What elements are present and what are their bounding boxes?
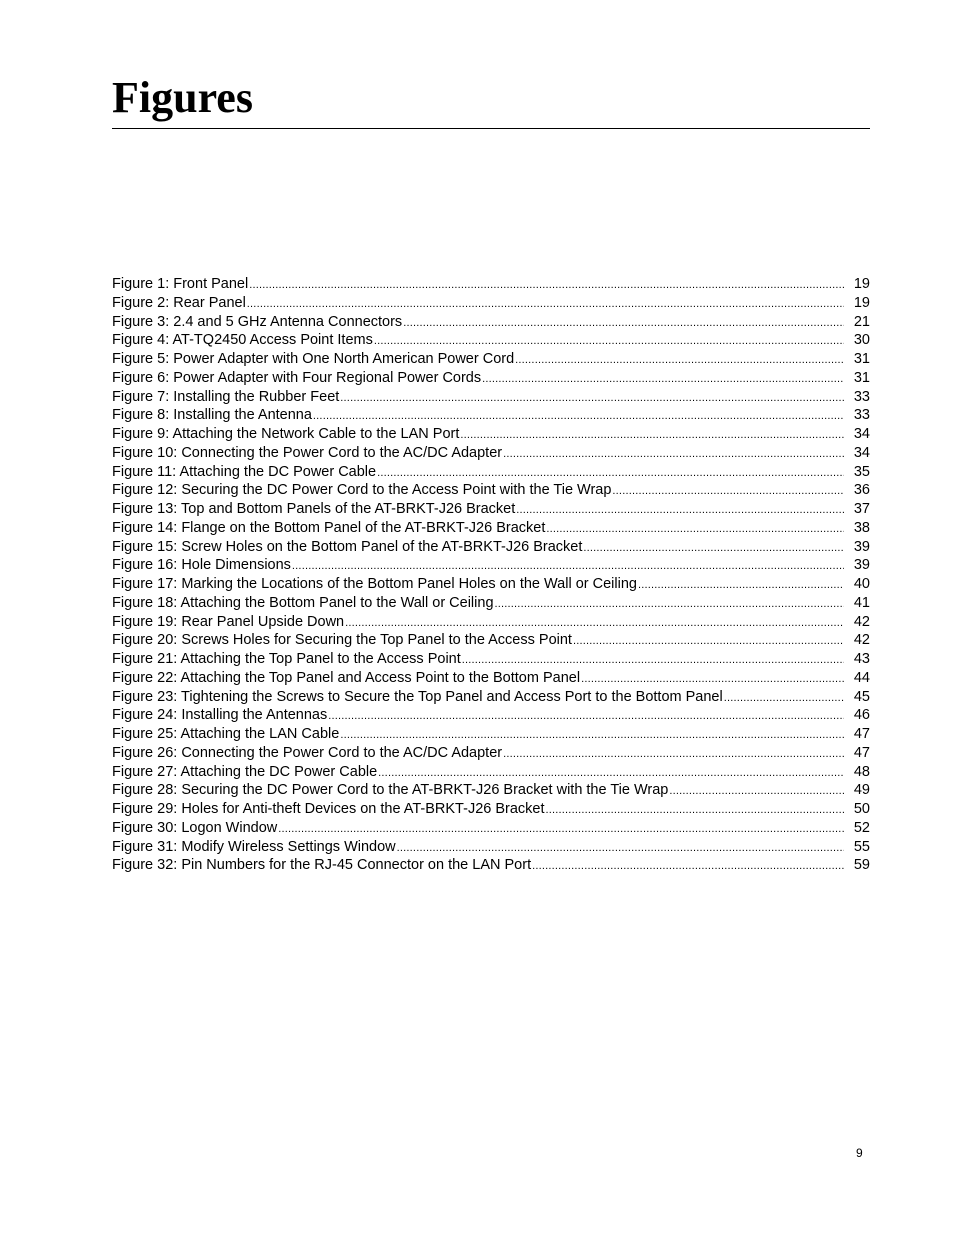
dot-leader — [378, 764, 844, 783]
toc-entry[interactable] — [112, 575, 870, 594]
toc-entry-page[interactable]: 21 — [853, 313, 870, 330]
toc-entry[interactable] — [112, 650, 870, 669]
toc-entry-title[interactable]: Figure 32: Pin Numbers for the RJ-45 Connector on the LAN Port — [112, 857, 532, 874]
toc-entry[interactable] — [112, 406, 870, 425]
toc-entry[interactable] — [112, 519, 870, 538]
dot-leader — [247, 295, 844, 314]
toc-entry[interactable] — [112, 369, 870, 388]
toc-entry[interactable] — [112, 706, 870, 725]
list-of-figures — [112, 275, 870, 875]
toc-entry[interactable] — [112, 819, 870, 838]
toc-entry-title[interactable]: Figure 22: Attaching the Top Panel and Access Point to the Bottom Panel — [112, 669, 581, 686]
toc-entry-title[interactable]: Figure 23: Tightening the Screws to Secure the Top Panel and Access Port to the Bottom Panel — [112, 688, 723, 705]
dot-leader — [249, 276, 844, 295]
toc-entry[interactable] — [112, 388, 870, 407]
toc-entry-title[interactable]: Figure 6: Power Adapter with Four Regional Power Cords — [112, 369, 482, 386]
toc-entry-title[interactable]: Figure 31: Modify Wireless Settings Window — [112, 838, 396, 855]
dot-leader — [328, 707, 844, 726]
toc-entry-page[interactable]: 55 — [853, 838, 870, 855]
toc-entry-title[interactable]: Figure 29: Holes for Anti-theft Devices on the AT-BRKT-J26 Bracket — [112, 801, 545, 817]
toc-entry[interactable] — [112, 538, 870, 557]
toc-entry-page[interactable]: 39 — [853, 538, 870, 555]
toc-entry-page[interactable]: 35 — [853, 463, 870, 480]
toc-entry-title[interactable]: Figure 14: Flange on the Bottom Panel of the AT-BRKT-J26 Bracket — [112, 519, 546, 536]
title-divider — [112, 128, 870, 129]
toc-entry-title[interactable]: Figure 8: Installing the Antenna — [112, 407, 312, 424]
toc-entry[interactable] — [112, 463, 870, 482]
toc-entry[interactable] — [112, 444, 870, 463]
toc-entry-page[interactable]: 36 — [853, 482, 870, 499]
toc-entry-page[interactable]: 52 — [853, 819, 870, 836]
dot-leader — [583, 539, 844, 558]
toc-entry-page[interactable]: 33 — [853, 407, 870, 424]
toc-entry-title[interactable]: Figure 17: Marking the Locations of the Bottom Panel Holes on the Wall or Ceiling — [112, 576, 637, 592]
toc-entry-page[interactable]: 47 — [853, 744, 870, 761]
dot-leader — [546, 520, 844, 539]
toc-entry-title[interactable]: Figure 25: Attaching the LAN Cable — [112, 726, 340, 742]
dot-leader — [515, 351, 844, 370]
toc-entry[interactable] — [112, 594, 870, 613]
toc-entry-page[interactable]: 41 — [853, 594, 870, 611]
toc-entry-page[interactable]: 34 — [853, 426, 870, 442]
toc-entry-title[interactable]: Figure 11: Attaching the DC Power Cable — [112, 463, 377, 480]
toc-entry[interactable] — [112, 613, 870, 632]
dot-leader — [345, 614, 844, 633]
toc-entry-title[interactable]: Figure 24: Installing the Antennas — [112, 707, 328, 724]
toc-entry-page[interactable]: 49 — [853, 782, 870, 799]
toc-entry[interactable] — [112, 744, 870, 763]
dot-leader — [724, 689, 844, 708]
toc-entry[interactable] — [112, 275, 870, 294]
dot-leader — [460, 426, 844, 445]
toc-entry[interactable] — [112, 856, 870, 875]
dot-leader — [546, 801, 844, 820]
toc-entry-title[interactable]: Figure 18: Attaching the Bottom Panel to the Wall or Ceiling — [112, 594, 494, 611]
dot-leader — [503, 445, 844, 464]
toc-entry-title[interactable]: Figure 3: 2.4 and 5 GHz Antenna Connectors — [112, 313, 403, 330]
toc-entry-title[interactable]: Figure 19: Rear Panel Upside Down — [112, 613, 345, 630]
toc-entry-title[interactable]: Figure 9: Attaching the Network Cable to the LAN Port — [112, 426, 460, 442]
dot-leader — [292, 557, 844, 576]
dot-leader — [340, 726, 844, 745]
dot-leader — [397, 839, 844, 858]
dot-leader — [532, 857, 844, 876]
toc-entry[interactable] — [112, 631, 870, 650]
toc-entry[interactable] — [112, 800, 870, 819]
dot-leader — [278, 820, 844, 839]
toc-entry-page[interactable]: 19 — [853, 276, 870, 292]
toc-entry[interactable] — [112, 763, 870, 782]
page-title: Figures — [112, 73, 253, 122]
toc-entry-title[interactable]: Figure 5: Power Adapter with One North American Power Cord — [112, 351, 515, 367]
toc-entry[interactable] — [112, 294, 870, 313]
dot-leader — [462, 651, 844, 670]
toc-entry-title[interactable]: Figure 12: Securing the DC Power Cord to the Access Point with the Tie Wrap — [112, 482, 612, 499]
toc-entry-title[interactable]: Figure 15: Screw Holes on the Bottom Panel of the AT-BRKT-J26 Bracket — [112, 538, 583, 555]
dot-leader — [638, 576, 844, 595]
toc-entry[interactable] — [112, 556, 870, 575]
toc-entry-title[interactable]: Figure 13: Top and Bottom Panels of the AT-BRKT-J26 Bracket — [112, 501, 516, 517]
toc-entry[interactable] — [112, 331, 870, 350]
toc-entry-page[interactable]: 37 — [853, 501, 870, 517]
toc-entry-page[interactable]: 31 — [853, 369, 870, 386]
toc-entry-page[interactable]: 31 — [853, 351, 870, 367]
dot-leader — [669, 782, 844, 801]
toc-entry-title[interactable]: Figure 27: Attaching the DC Power Cable — [112, 763, 378, 780]
dot-leader — [403, 314, 844, 333]
dot-leader — [495, 595, 844, 614]
dot-leader — [374, 332, 844, 351]
toc-entry-title[interactable]: Figure 28: Securing the DC Power Cord to the AT-BRKT-J26 Bracket with the Tie Wrap — [112, 782, 669, 799]
toc-entry-page[interactable]: 45 — [853, 688, 870, 705]
toc-entry-title[interactable]: Figure 30: Logon Window — [112, 819, 278, 836]
toc-entry-page[interactable]: 47 — [853, 726, 870, 742]
toc-entry-title[interactable]: Figure 10: Connecting the Power Cord to the AC/DC Adapter — [112, 444, 503, 461]
dot-leader — [516, 501, 844, 520]
toc-entry-title[interactable]: Figure 4: AT-TQ2450 Access Point Items — [112, 332, 373, 349]
toc-entry-page[interactable]: 19 — [853, 294, 870, 311]
dot-leader — [340, 389, 844, 408]
toc-entry[interactable] — [112, 838, 870, 857]
toc-entry-title[interactable]: Figure 7: Installing the Rubber Feet — [112, 388, 340, 405]
toc-entry-page[interactable]: 33 — [853, 388, 870, 405]
toc-entry[interactable] — [112, 669, 870, 688]
toc-entry[interactable] — [112, 481, 870, 500]
dot-leader — [612, 482, 844, 501]
toc-entry[interactable] — [112, 725, 870, 744]
toc-entry-page[interactable]: 46 — [853, 707, 870, 724]
toc-entry-title[interactable]: Figure 20: Screws Holes for Securing the Top Panel to the Access Point — [112, 632, 572, 649]
dot-leader — [503, 745, 844, 764]
toc-entry[interactable] — [112, 425, 870, 444]
toc-entry[interactable] — [112, 781, 870, 800]
toc-entry-page[interactable]: 44 — [853, 669, 870, 686]
toc-entry-page[interactable]: 34 — [853, 444, 870, 461]
toc-entry-page[interactable]: 30 — [853, 332, 870, 349]
toc-entry-page[interactable]: 42 — [853, 613, 870, 630]
page-number: 9 — [856, 1146, 863, 1160]
toc-entry-title[interactable]: Figure 1: Front Panel — [112, 276, 249, 292]
toc-entry[interactable] — [112, 313, 870, 332]
dot-leader — [377, 464, 844, 483]
toc-entry-title[interactable]: Figure 16: Hole Dimensions — [112, 557, 291, 574]
toc-entry-page[interactable]: 48 — [853, 763, 870, 780]
toc-entry-title[interactable]: Figure 2: Rear Panel — [112, 294, 246, 311]
toc-entry-page[interactable]: 59 — [853, 857, 870, 874]
dot-leader — [482, 370, 844, 389]
toc-entry[interactable] — [112, 350, 870, 369]
toc-entry-title[interactable]: Figure 21: Attaching the Top Panel to the Access Point — [112, 651, 461, 667]
toc-entry[interactable] — [112, 688, 870, 707]
toc-entry-page[interactable]: 43 — [853, 651, 870, 667]
toc-entry-page[interactable]: 40 — [853, 576, 870, 592]
toc-entry[interactable] — [112, 500, 870, 519]
toc-entry-page[interactable]: 50 — [853, 801, 870, 817]
dot-leader — [573, 632, 844, 651]
toc-entry-page[interactable]: 38 — [853, 519, 870, 536]
toc-entry-page[interactable]: 39 — [853, 557, 870, 574]
toc-entry-title[interactable]: Figure 26: Connecting the Power Cord to the AC/DC Adapter — [112, 744, 503, 761]
toc-entry-page[interactable]: 42 — [853, 632, 870, 649]
dot-leader — [581, 670, 844, 689]
dot-leader — [313, 407, 844, 426]
